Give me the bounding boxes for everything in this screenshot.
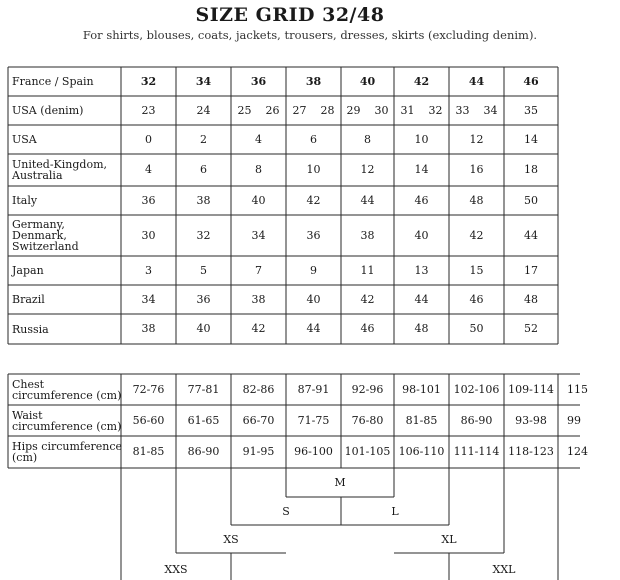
size-label-m: M	[334, 476, 346, 489]
conversion-cell: 15	[469, 263, 484, 277]
conversion-cell: 46	[360, 322, 375, 335]
measurement-cell: 96-100	[294, 445, 333, 458]
conversion-cell: 44	[468, 74, 485, 88]
conversion-cell: 11	[360, 263, 375, 277]
conversion-cell: 46	[469, 292, 484, 306]
conversion-cell: 42	[251, 322, 266, 335]
size-label-l: L	[391, 505, 399, 518]
conversion-cell: 33 34	[455, 103, 498, 117]
conversion-cell: 6	[200, 163, 207, 176]
size-label-xxs: XXS	[164, 563, 188, 576]
conversion-cell: 50	[469, 322, 484, 335]
conversion-cell: 27 28	[292, 103, 335, 117]
conversion-cell: 46	[523, 74, 539, 88]
conversion-cell: 36	[306, 228, 321, 242]
conversion-cell: 10	[414, 132, 429, 146]
conversion-cell: 12	[360, 163, 375, 176]
measurement-cell: 77-81	[187, 382, 220, 396]
conversion-cell: 16	[469, 163, 484, 176]
measurement-cell: 76-80	[351, 413, 384, 427]
measurement-cell: 115	[567, 382, 588, 396]
conversion-cell: 38	[305, 74, 322, 88]
measurement-cell: 106-110	[398, 445, 445, 458]
conversion-row-label: Germany, Denmark, Switzerland	[12, 218, 79, 253]
page-subtitle: For shirts, blouses, coats, jackets, trousers, dresses, skirts (excluding denim).	[82, 28, 538, 42]
conversion-cell: 14	[524, 132, 538, 146]
conversion-cell: 44	[360, 193, 375, 207]
measurement-row-label: Hips circumference (cm)	[12, 440, 123, 464]
conversion-cell: 0	[145, 132, 152, 146]
conversion-cell: 24	[196, 103, 211, 117]
conversion-cell: 46	[414, 193, 429, 207]
conversion-row-label: Italy	[12, 194, 38, 207]
measurement-cell: 71-75	[297, 413, 330, 427]
conversion-cell: 40	[196, 322, 211, 335]
size-label-xxl: XXL	[492, 563, 516, 576]
conversion-cell: 36	[141, 193, 156, 207]
measurement-cell: 124	[567, 445, 588, 458]
conversion-cell: 14	[414, 163, 429, 176]
measurement-cell: 109-114	[508, 382, 554, 396]
measurement-cell: 93-98	[515, 413, 547, 427]
conversion-cell: 40	[359, 74, 376, 88]
conversion-cell: 40	[251, 193, 266, 207]
measurement-cell: 98-101	[402, 382, 441, 396]
conversion-cell: 32	[140, 74, 157, 88]
conversion-row-label: Japan	[12, 264, 44, 277]
size-label-xl: XL	[441, 533, 457, 546]
conversion-cell: 10	[306, 163, 321, 176]
conversion-cell: 50	[524, 193, 538, 207]
measurement-cell: 72-76	[132, 382, 165, 396]
measurement-cell: 81-85	[132, 445, 165, 458]
conversion-cell: 2	[200, 132, 207, 146]
measurement-cell: 56-60	[132, 413, 165, 427]
conversion-row-label: France / Spain	[12, 75, 94, 88]
measurement-cell: 91-95	[242, 445, 275, 458]
conversion-cell: 44	[414, 292, 429, 306]
conversion-cell: 36	[196, 292, 211, 306]
conversion-cell: 5	[200, 263, 207, 277]
conversion-cell: 36	[250, 74, 267, 88]
conversion-cell: 38	[141, 322, 156, 335]
measurement-cell: 87-91	[297, 382, 330, 396]
conversion-cell: 35	[524, 103, 538, 117]
conversion-cell: 9	[310, 263, 317, 277]
conversion-cell: 12	[469, 132, 484, 146]
conversion-cell: 34	[141, 292, 156, 306]
conversion-cell: 32	[196, 228, 211, 242]
conversion-cell: 48	[469, 193, 484, 207]
conversion-cell: 4	[145, 163, 152, 176]
conversion-cell: 38	[360, 228, 375, 242]
conversion-cell: 23	[141, 103, 156, 117]
conversion-cell: 48	[524, 292, 538, 306]
conversion-cell: 40	[306, 292, 321, 306]
measurement-cell: 86-90	[187, 445, 220, 458]
conversion-row-label: USA (denim)	[12, 104, 84, 117]
conversion-cell: 31 32	[400, 103, 443, 117]
measurement-cell: 101-105	[344, 445, 391, 458]
measurement-row-label: Chest circumference (cm)	[12, 377, 122, 402]
size-label-s: S	[282, 505, 290, 518]
measurement-cell: 81-85	[405, 413, 438, 427]
conversion-cell: 8	[364, 132, 371, 146]
conversion-cell: 3	[145, 263, 152, 277]
conversion-cell: 6	[310, 132, 317, 146]
conversion-cell: 17	[524, 263, 538, 277]
page-title: SIZE GRID 32/48	[195, 4, 385, 26]
conversion-cell: 34	[251, 228, 266, 242]
measurement-cell: 66-70	[242, 413, 275, 427]
measurement-cell: 102-106	[453, 382, 500, 396]
measurement-row-label: Waist circumference (cm)	[12, 408, 122, 433]
measurement-cell: 111-114	[453, 445, 500, 458]
conversion-row-label: Russia	[12, 322, 49, 336]
conversion-cell: 18	[524, 163, 538, 176]
conversion-cell: 48	[414, 322, 429, 335]
measurement-cell: 61-65	[187, 413, 220, 427]
conversion-cell: 29 30	[346, 103, 389, 117]
conversion-cell: 25 26	[237, 103, 280, 117]
measurement-cell: 82-86	[242, 382, 275, 396]
conversion-cell: 42	[360, 292, 375, 306]
conversion-row-label: United-Kingdom, Australia	[12, 158, 108, 182]
conversion-cell: 4	[255, 132, 262, 146]
conversion-cell: 34	[195, 74, 212, 88]
conversion-cell: 44	[306, 322, 321, 335]
conversion-cell: 38	[196, 193, 211, 207]
measurement-cell: 86-90	[460, 413, 493, 427]
conversion-cell: 8	[255, 163, 262, 176]
size-label-xs: XS	[223, 533, 239, 546]
measurement-cell: 99	[567, 413, 581, 427]
conversion-row-label: Brazil	[12, 293, 45, 306]
conversion-row-label: USA	[12, 133, 37, 146]
measurement-cell: 118-123	[508, 445, 554, 458]
conversion-cell: 52	[524, 322, 538, 335]
conversion-cell: 42	[469, 228, 484, 242]
conversion-cell: 13	[414, 263, 429, 277]
conversion-cell: 42	[413, 74, 430, 88]
conversion-cell: 42	[306, 193, 321, 207]
conversion-cell: 38	[251, 292, 266, 306]
measurement-cell: 92-96	[351, 382, 384, 396]
conversion-cell: 7	[255, 263, 262, 277]
conversion-cell: 30	[141, 228, 156, 242]
conversion-cell: 44	[524, 228, 538, 242]
conversion-cell: 40	[414, 228, 429, 242]
